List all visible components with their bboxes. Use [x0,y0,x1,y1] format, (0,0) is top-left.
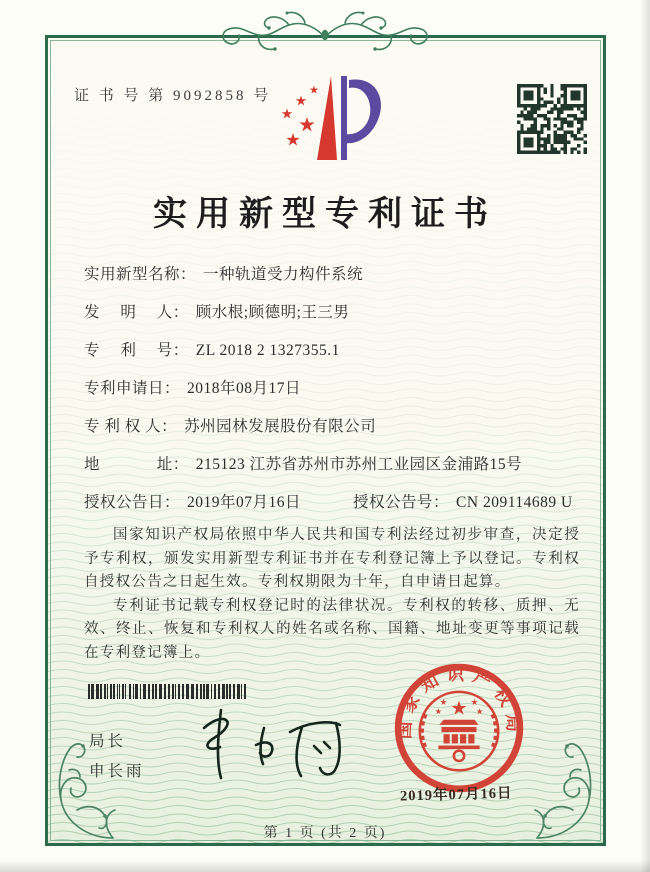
certificate-title: 实用新型专利证书 [153,196,497,233]
field-label: 授权公告日： [84,494,181,511]
cnipa-logo-icon [274,72,386,164]
field-label: 专 利 号： [84,342,189,359]
official-seal-stamp [394,663,524,793]
field-row-grant-date-and-number [84,490,584,512]
top-border-ornament-icon [217,7,433,59]
field-value: 215123 江苏省苏州市苏州工业园区金浦路15号 [195,456,523,473]
field-value: 顾水根;顾德明;王三男 [195,304,350,321]
legal-text-block [84,524,580,665]
legal-paragraph-2: 专利证书记载专利权登记时的法律状况。专利权的转移、质押、无效、终止、恢复和专利权人的姓名或名称、国籍、地址变更等事项记载在专利登记簿上。 [84,597,580,661]
field-value: 2019年07月16日 [187,494,302,511]
seal-date: 2019年07月16日 [399,785,513,805]
field-value: CN 209114689 U [456,494,573,511]
paper-shadow-bottom [0,860,650,872]
certificate-number: 证 书 号 第 9092858 号 [74,88,272,104]
field-label: 专利申请日： [84,380,181,397]
signer-title: 局长 [89,733,127,750]
field-row-invention-name [84,262,584,284]
field-label: 发 明 人： [84,304,189,321]
field-label: 地 址： [84,456,189,473]
signer-name: 申长雨 [89,763,145,780]
barcode [88,684,250,699]
seal-text: 国家知识产权局 [394,664,524,740]
signature-handwriting [190,698,345,793]
legal-paragraph-1: 国家知识产权局依照中华人民共和国专利法经过初步审查，决定授予专利权，颁发实用新型专利证书并在专利登记簿上予以登记。专利权自授权公告之日起生效。专利权期限为十年，自申请日起算。 [84,527,580,590]
field-value: 2018年08月17日 [187,380,302,397]
signer-block [89,727,145,787]
field-label: 实用新型名称： [84,266,197,283]
field-row-filing-date [84,376,584,398]
field-label: 授权公告号： [353,494,450,511]
field-row-address [84,452,584,474]
field-label: 专 利 权 人： [84,418,178,435]
field-row-patent-number [84,338,584,360]
qr-code [517,84,587,154]
field-value: 一种轨道受力构件系统 [203,266,364,283]
paper-shadow-right [640,0,650,872]
field-value: ZL 2018 2 1327355.1 [195,342,340,359]
field-value: 苏州园林发展股份有限公司 [184,418,377,435]
field-row-inventors [84,300,584,322]
page-footer: 第 1 页 (共 2 页) [263,826,387,841]
national-emblem-icon [420,692,498,770]
field-row-patentee [84,414,584,436]
